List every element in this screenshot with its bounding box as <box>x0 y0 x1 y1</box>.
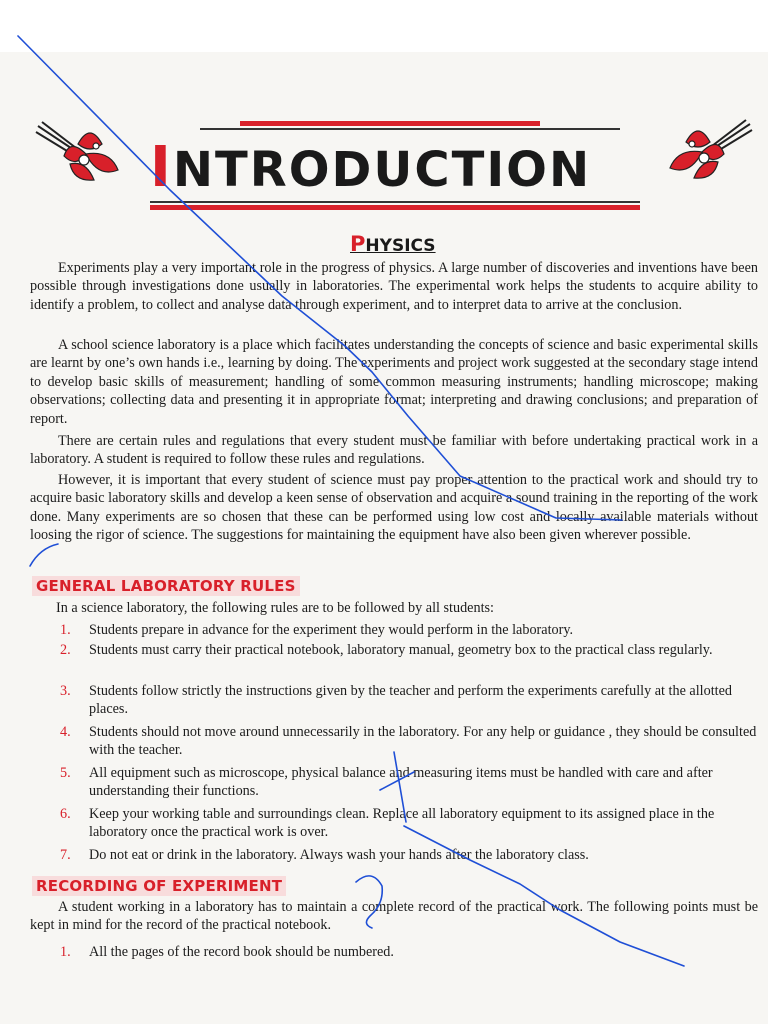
subject-heading: PHYSICS <box>350 232 436 256</box>
intro-paragraph: There are certain rules and regulations that every student must be familiar with before undertaking practical work in a laboratory. A student is required to follow these rules and regulations. <box>30 433 758 468</box>
intro-paragraph: However, it is important that every student of science must pay proper attention to the practical work and should try to acquire basic laboratory skills and develop a keen sense of observation and acquire a sound training in the reporting of the work done. Many experiments are so chosen that these can be performed using low cost and locally available materials without loosing the rigor of science. The suggestions for maintaining the equipment have also been given wherever possible. <box>30 472 758 544</box>
page-title: INTRODUCTION <box>150 135 592 200</box>
section-heading-recording: RECORDING OF EXPERIMENT <box>32 876 286 896</box>
intro-paragraph: A school science laboratory is a place which facilitates understanding the concepts of science and basic experimental skills are learnt by one’s own hands i.e., learning by doing. The experiments and project work suggested at the secondary stage intend to develop basic skills of measurement; handling of some common measuring instruments; handling microscope; making observations; collecting data and presenting it in appropriate format; interpreting and drawing conclusions; and preparation of report. <box>30 337 758 427</box>
section-heading-lab-rules: GENERAL LABORATORY RULES <box>32 576 300 596</box>
intro-paragraph: Experiments play a very important role in the progress of physics. A large number of discoveries and inventions have been possible through investigations done usually in laboratories. The experimental work helps the students to acquire ability to identify a problem, to collect and analyse data through experiment, and to interpret data to arrive at the conclusion. <box>30 260 758 313</box>
recording-intro: A student working in a laboratory has to maintain a complete record of the practical work. The following points must be kept in mind for the record of the practical notebook. <box>30 899 758 934</box>
lab-rules-intro: In a science laboratory, the following rules are to be followed by all students: <box>56 600 494 616</box>
